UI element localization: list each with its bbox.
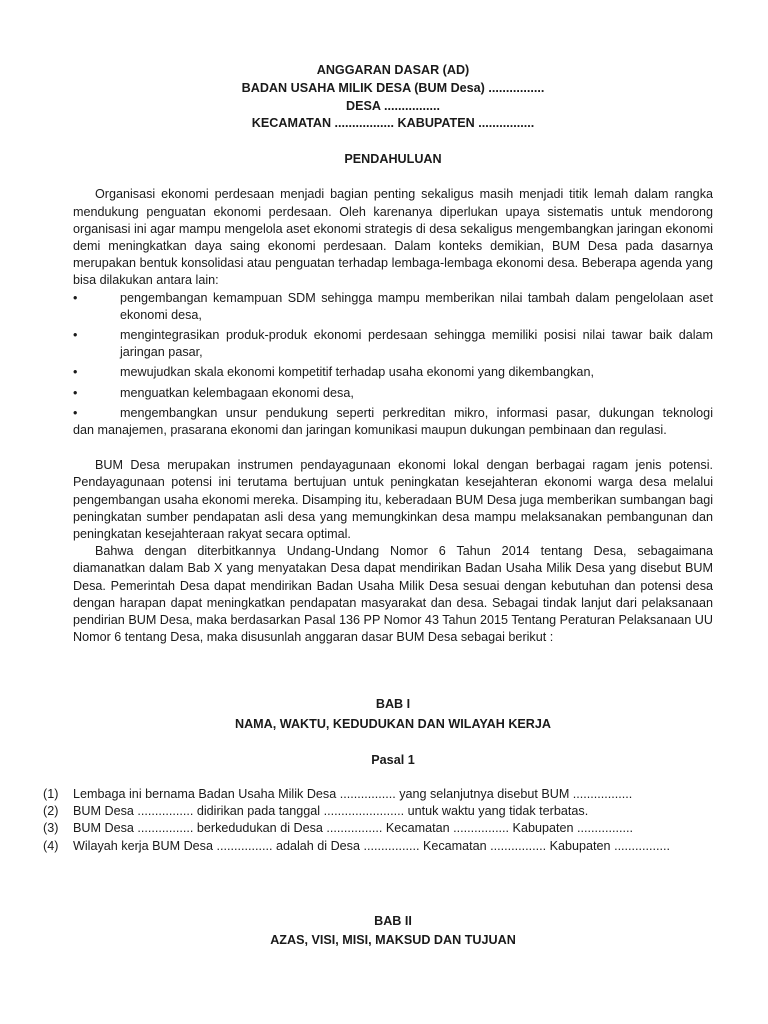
bullet-icon: •	[73, 385, 78, 400]
agenda-item-2	[73, 327, 713, 361]
article-heading-pasal-1: Pasal 1	[371, 752, 415, 767]
agenda-item-text: pengembangan kemampuan SDM sehingga mampu memberikan nilai tambah dalam pengelolaan aset ekonomi desa,	[120, 290, 713, 322]
bullet-icon: •	[73, 328, 78, 343]
item-number: (2)	[43, 804, 59, 819]
agenda-item-text: mengintegrasikan produk-produk ekonomi perdesaan sehingga memiliki posisi nilai tawar baik dalam jaringan pasar,	[120, 328, 713, 360]
chapter-label-bab-2: BAB II	[374, 913, 412, 928]
chapter-label-bab-1: BAB I	[375, 697, 411, 712]
item-text: Lembaga ini bernama Badan Usaha Milik Desa ................ yang selanjutnya disebut BUM .................	[73, 787, 633, 802]
item-text: BUM Desa ................ berkedudukan di Desa ................ Kecamatan ................ Kabupaten ................	[73, 821, 633, 836]
title-line-1: ANGGARAN DASAR (AD)	[316, 63, 470, 77]
intro-paragraph-1: Organisasi ekonomi perdesaan menjadi bagian penting sekaligus masih menjadi titik lemah dalam rangka mendukung penguatan ekonomi perdesaan. Oleh karenanya diperlukan upaya sistematis untuk mendorong organisasi ini agar mampu mengelola aset ekonomi strategis di desa sekaligus mengembangkan jaringan ekonomi demi meningkatkan daya saing ekonomi perdesaan. Dalam konteks demikian, BUM Desa pada dasarnya merupakan bentuk konsolidasi atau penguatan terhadap lembaga-lembaga ekonomi desa. Beberapa agenda yang bisa dilakukan antara lain:	[73, 187, 713, 288]
title-line-3: DESA ................	[345, 98, 440, 113]
pasal-1-item-4	[43, 838, 713, 855]
item-number: (1)	[43, 787, 59, 802]
agenda-item-text-continued: dan manajemen, prasarana ekonomi dan jaringan komunikasi maupun dukungan pembinaan dan regulasi.	[73, 423, 667, 438]
agenda-item-text: mengembangkan unsur pendukung seperti perkreditan mikro, informasi pasar, dukungan teknologi	[120, 405, 713, 420]
intro-paragraph-3: Bahwa dengan diterbitkannya Undang-Undang Nomor 6 Tahun 2014 tentang Desa, sebagaimana diamanatkan dalam Bab X yang menyatakan Desa dapat mendirikan Badan Usaha Milik Desa yang disebut BUM Desa. Pemerintah Desa dapat mendirikan Badan Usaha Milik Desa sesuai dengan kebutuhan dan potensi desa dengan harapan dapat meningkatkan pendapatan masyarakat dan desa. Sebagai tindak lanjut dari pelaksanaan pendirian BUM Desa, maka berdasarkan Pasal 136 PP Nomor 43 Tahun 2015 Tentang Peraturan Pelaksanaan UU Nomor 6 tentang Desa, maka disusunlah anggaran dasar BUM Desa sebagai berikut :	[73, 544, 713, 645]
agenda-item-4	[73, 385, 713, 402]
chapter-title-bab-2: AZAS, VISI, MISI, MAKSUD DAN TUJUAN	[270, 933, 516, 948]
pasal-1-item-1	[43, 786, 713, 803]
intro-paragraph-2: BUM Desa merupakan instrumen pendayagunaan ekonomi lokal dengan berbagai ragam jenis potensi. Pendayagunaan potensi ini terutama bertujuan untuk peningkatan kesejahteran ekonomi warga desa melalui pengembangan usaha ekonomi mereka. Disamping itu, keberadaan BUM Desa juga memberikan sumbangan bagi peningkatan sumber pendapatan asli desa yang memungkinkan desa mampu melaksanakan pembangunan dan peningkatan kesejahteraan rakyat secara optimal.	[73, 458, 713, 542]
item-number: (4)	[43, 838, 59, 853]
agenda-item-1	[73, 290, 713, 324]
item-text: Wilayah kerja BUM Desa ................ adalah di Desa ................ Kecamatan ................ Kabupaten ................	[73, 838, 671, 853]
bullet-icon: •	[73, 365, 78, 380]
agenda-list	[73, 290, 713, 440]
section-heading-pendahuluan: PENDAHULUAN	[344, 152, 442, 167]
agenda-item-5	[73, 405, 713, 439]
agenda-item-text: mewujudkan skala ekonomi kompetitif terhadap usaha ekonomi yang dikembangkan,	[120, 365, 594, 380]
agenda-item-text: menguatkan kelembagaan ekonomi desa,	[120, 385, 354, 400]
title-line-2: BADAN USAHA MILIK DESA (BUM Desa) ................	[241, 80, 545, 95]
chapter-title-bab-1: NAMA, WAKTU, KEDUDUKAN DAN WILAYAH KERJA	[234, 716, 552, 731]
pasal-1-item-3	[43, 820, 713, 837]
title-line-4: KECAMATAN ................. KABUPATEN ................	[251, 116, 535, 131]
pasal-1-item-2	[43, 803, 713, 820]
item-text: BUM Desa ................ didirikan pada tanggal ....................... untuk waktu yang tidak terbatas.	[73, 804, 589, 819]
bullet-icon: •	[73, 290, 78, 305]
pasal-1-list	[43, 786, 713, 855]
document-title-block	[73, 62, 713, 133]
bullet-icon: •	[73, 405, 78, 420]
item-number: (3)	[43, 821, 59, 836]
agenda-item-3	[73, 364, 713, 381]
